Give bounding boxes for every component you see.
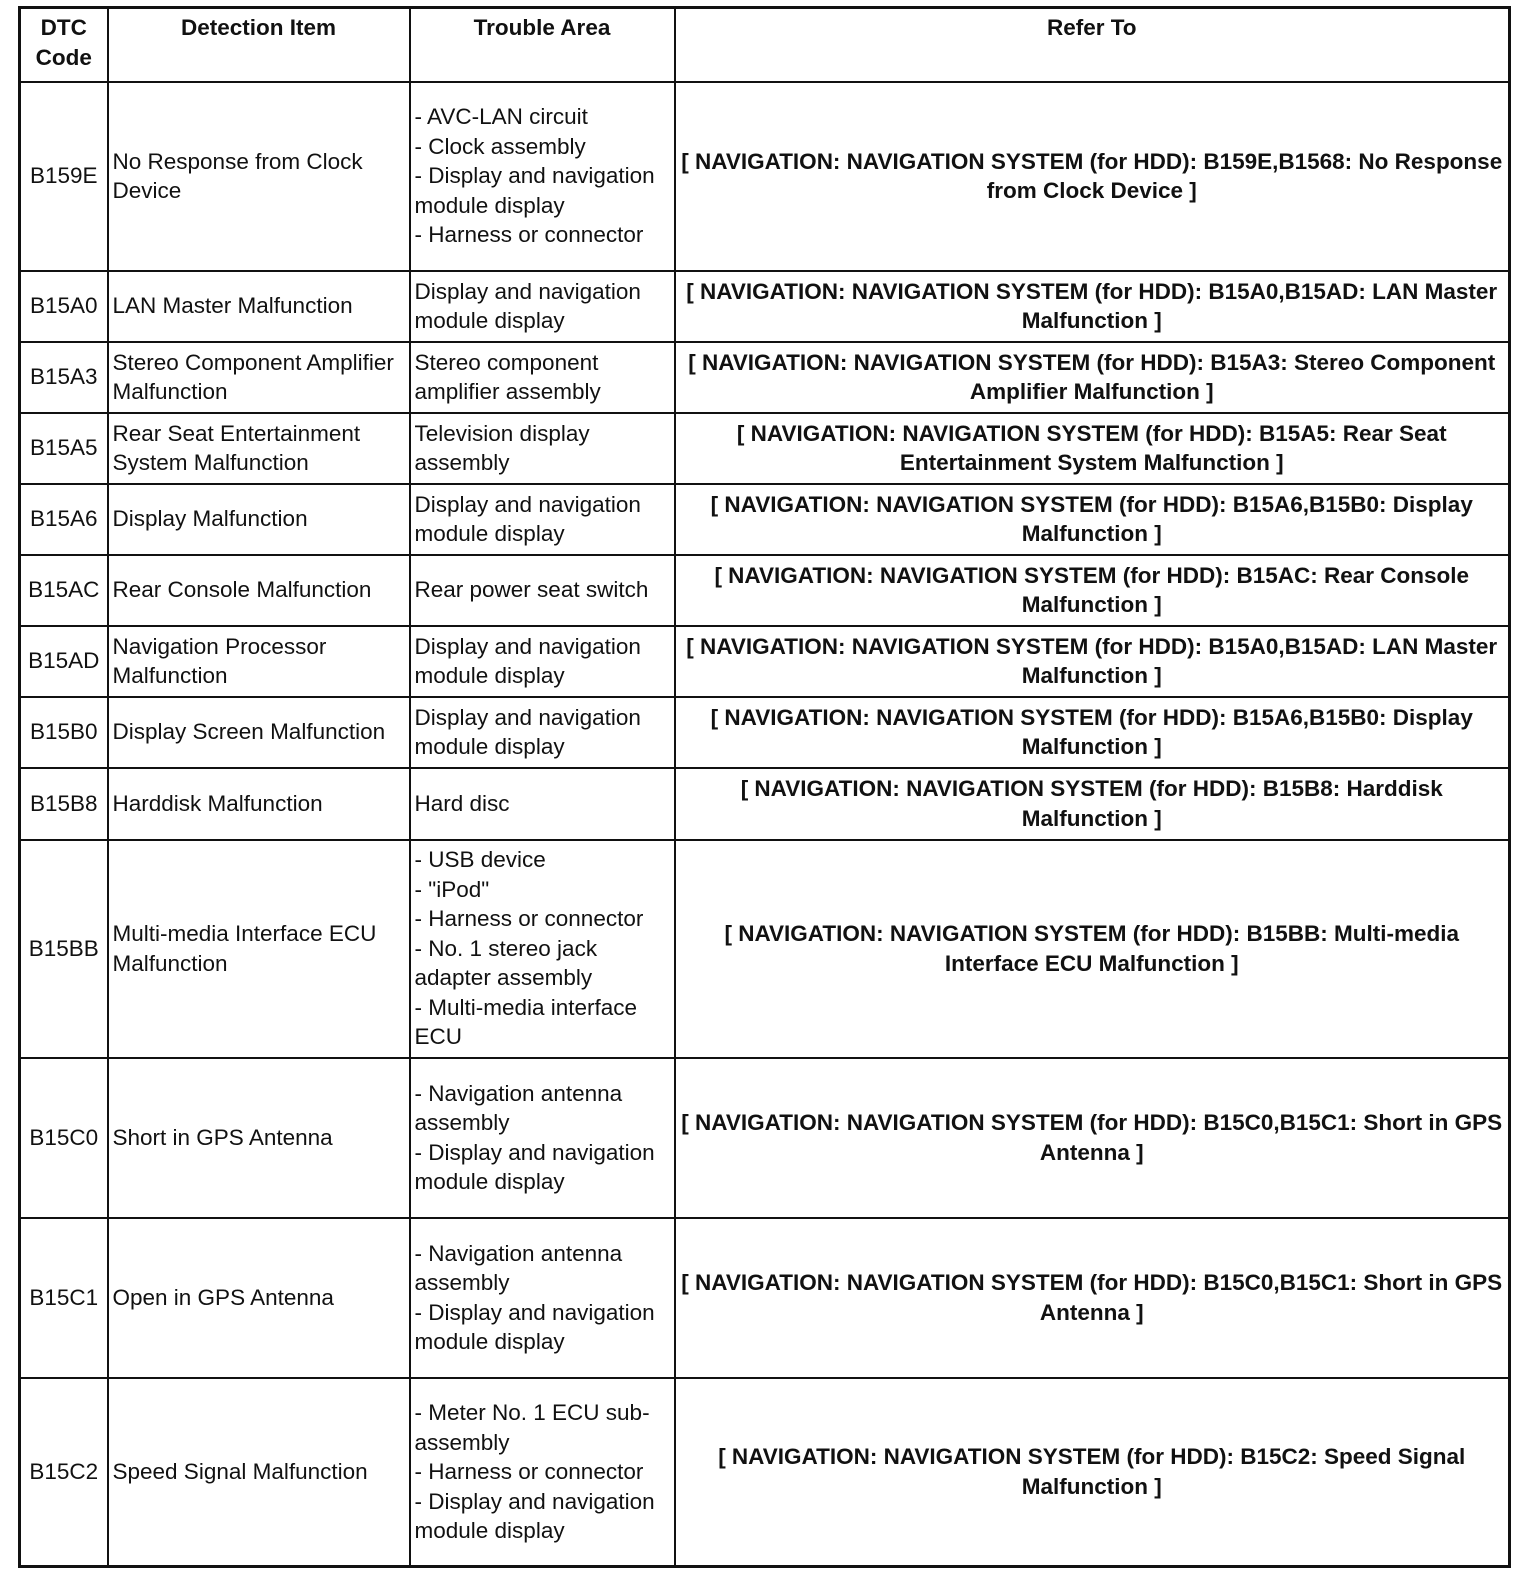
header-trouble-area: Trouble Area bbox=[410, 8, 675, 82]
trouble-area-line: Display and navigation module display bbox=[414, 491, 641, 546]
trouble-area-line: - No. 1 stereo jack adapter assembly bbox=[414, 935, 598, 991]
detection-item-cell: Harddisk Malfunction bbox=[108, 768, 410, 840]
refer-to-link[interactable]: [ NAVIGATION: NAVIGATION SYSTEM (for HDD): B15BB: Multi-media Interface ECU Malfunction ] bbox=[675, 840, 1510, 1058]
trouble-area-line: - Display and navigation module display bbox=[414, 1488, 655, 1543]
detection-item-cell: No Response from Clock Device bbox=[108, 82, 410, 271]
trouble-area-cell bbox=[410, 484, 675, 555]
refer-to-link[interactable]: [ NAVIGATION: NAVIGATION SYSTEM (for HDD): B15C2: Speed Signal Malfunction ] bbox=[675, 1378, 1510, 1567]
detection-item-cell: Rear Seat Entertainment System Malfunction bbox=[108, 413, 410, 484]
trouble-area-line: - Meter No. 1 ECU sub-assembly bbox=[414, 1400, 650, 1455]
table-body bbox=[20, 82, 1510, 1567]
detection-item-cell: Open in GPS Antenna bbox=[108, 1218, 410, 1378]
trouble-area-line: - Harness or connector bbox=[414, 1459, 644, 1484]
trouble-area-line: Display and navigation module display bbox=[414, 278, 641, 333]
table-row bbox=[20, 626, 1510, 697]
table-row bbox=[20, 413, 1510, 484]
detection-item-cell: Multi-media Interface ECU Malfunction bbox=[108, 840, 410, 1058]
table-row bbox=[20, 1378, 1510, 1567]
trouble-area-cell bbox=[410, 271, 675, 342]
refer-to-link[interactable]: [ NAVIGATION: NAVIGATION SYSTEM (for HDD): B15C0,B15C1: Short in GPS Antenna ] bbox=[675, 1218, 1510, 1378]
header-refer-to: Refer To bbox=[675, 8, 1510, 82]
refer-to-link[interactable]: [ NAVIGATION: NAVIGATION SYSTEM (for HDD): B15A5: Rear Seat Entertainment System Malfunction ] bbox=[675, 413, 1510, 484]
trouble-area-line: Display and navigation module display bbox=[414, 704, 641, 759]
trouble-area-line: Stereo component amplifier assembly bbox=[414, 349, 601, 404]
trouble-area-line: Television display assembly bbox=[414, 420, 590, 475]
trouble-area-cell bbox=[410, 840, 675, 1058]
refer-to-link[interactable]: [ NAVIGATION: NAVIGATION SYSTEM (for HDD): B15A3: Stereo Component Amplifier Malfunction ] bbox=[675, 342, 1510, 413]
detection-item-cell: Navigation Processor Malfunction bbox=[108, 626, 410, 697]
table-row bbox=[20, 1218, 1510, 1378]
trouble-area-cell bbox=[410, 82, 675, 271]
refer-to-link[interactable]: [ NAVIGATION: NAVIGATION SYSTEM (for HDD): B15C0,B15C1: Short in GPS Antenna ] bbox=[675, 1058, 1510, 1218]
trouble-area-line: - Navigation antenna assembly bbox=[414, 1240, 623, 1295]
table-row bbox=[20, 484, 1510, 555]
dtc-code-cell: B15BB bbox=[20, 840, 108, 1058]
trouble-area-cell bbox=[410, 1218, 675, 1378]
trouble-area-line: Hard disc bbox=[414, 790, 510, 816]
dtc-table-document bbox=[18, 6, 1508, 1568]
trouble-area-line: - USB device bbox=[414, 847, 546, 873]
refer-to-link[interactable]: [ NAVIGATION: NAVIGATION SYSTEM (for HDD): B15A6,B15B0: Display Malfunction ] bbox=[675, 697, 1510, 768]
trouble-area-cell bbox=[410, 626, 675, 697]
refer-to-link[interactable]: [ NAVIGATION: NAVIGATION SYSTEM (for HDD): B15AC: Rear Console Malfunction ] bbox=[675, 555, 1510, 626]
dtc-code-cell: B15B8 bbox=[20, 768, 108, 840]
dtc-code-cell: B15C2 bbox=[20, 1378, 108, 1567]
trouble-area-cell bbox=[410, 413, 675, 484]
trouble-area-cell bbox=[410, 1378, 675, 1567]
dtc-table bbox=[18, 6, 1511, 1568]
refer-to-link[interactable]: [ NAVIGATION: NAVIGATION SYSTEM (for HDD): B15A0,B15AD: LAN Master Malfunction ] bbox=[675, 271, 1510, 342]
detection-item-cell: Display Malfunction bbox=[108, 484, 410, 555]
detection-item-cell: LAN Master Malfunction bbox=[108, 271, 410, 342]
dtc-code-cell: B15C1 bbox=[20, 1218, 108, 1378]
header-dtc-code: DTC Code bbox=[20, 8, 108, 82]
dtc-code-cell: B15A3 bbox=[20, 342, 108, 413]
trouble-area-line: Display and navigation module display bbox=[414, 633, 641, 688]
trouble-area-cell bbox=[410, 555, 675, 626]
table-row bbox=[20, 271, 1510, 342]
trouble-area-line: - Display and navigation module display bbox=[414, 1299, 655, 1354]
detection-item-cell: Stereo Component Amplifier Malfunction bbox=[108, 342, 410, 413]
refer-to-link[interactable]: [ NAVIGATION: NAVIGATION SYSTEM (for HDD): B15A0,B15AD: LAN Master Malfunction ] bbox=[675, 626, 1510, 697]
trouble-area-line: - Harness or connector bbox=[414, 222, 644, 248]
table-row bbox=[20, 840, 1510, 1058]
trouble-area-cell bbox=[410, 1058, 675, 1218]
refer-to-link[interactable]: [ NAVIGATION: NAVIGATION SYSTEM (for HDD): B15B8: Harddisk Malfunction ] bbox=[675, 768, 1510, 840]
dtc-code-cell: B15B0 bbox=[20, 697, 108, 768]
dtc-code-cell: B15AC bbox=[20, 555, 108, 626]
table-row bbox=[20, 82, 1510, 271]
refer-to-link[interactable]: [ NAVIGATION: NAVIGATION SYSTEM (for HDD): B159E,B1568: No Response from Clock Device ] bbox=[675, 82, 1510, 271]
header-detection-item: Detection Item bbox=[108, 8, 410, 82]
trouble-area-line: - Multi-media interface ECU bbox=[414, 994, 638, 1050]
trouble-area-cell bbox=[410, 342, 675, 413]
table-row bbox=[20, 342, 1510, 413]
trouble-area-line: - Display and navigation module display bbox=[414, 1139, 655, 1194]
trouble-area-line: - Navigation antenna assembly bbox=[414, 1080, 623, 1135]
dtc-code-cell: B15AD bbox=[20, 626, 108, 697]
trouble-area-line: - Harness or connector bbox=[414, 906, 644, 932]
trouble-area-cell bbox=[410, 697, 675, 768]
table-row bbox=[20, 1058, 1510, 1218]
dtc-code-cell: B15A0 bbox=[20, 271, 108, 342]
dtc-code-cell: B15A5 bbox=[20, 413, 108, 484]
trouble-area-line: Rear power seat switch bbox=[414, 577, 649, 603]
trouble-area-line: - "iPod" bbox=[414, 876, 490, 902]
table-row bbox=[20, 555, 1510, 626]
detection-item-cell: Short in GPS Antenna bbox=[108, 1058, 410, 1218]
table-row bbox=[20, 697, 1510, 768]
detection-item-cell: Speed Signal Malfunction bbox=[108, 1378, 410, 1567]
trouble-area-cell bbox=[410, 768, 675, 840]
detection-item-cell: Rear Console Malfunction bbox=[108, 555, 410, 626]
table-header-row bbox=[20, 8, 1510, 82]
dtc-code-cell: B15A6 bbox=[20, 484, 108, 555]
trouble-area-line: - Display and navigation module display bbox=[414, 163, 655, 218]
trouble-area-line: - Clock assembly bbox=[414, 133, 586, 159]
dtc-code-cell: B159E bbox=[20, 82, 108, 271]
refer-to-link[interactable]: [ NAVIGATION: NAVIGATION SYSTEM (for HDD): B15A6,B15B0: Display Malfunction ] bbox=[675, 484, 1510, 555]
dtc-code-cell: B15C0 bbox=[20, 1058, 108, 1218]
table-row bbox=[20, 768, 1510, 840]
trouble-area-line: - AVC-LAN circuit bbox=[414, 104, 588, 130]
detection-item-cell: Display Screen Malfunction bbox=[108, 697, 410, 768]
